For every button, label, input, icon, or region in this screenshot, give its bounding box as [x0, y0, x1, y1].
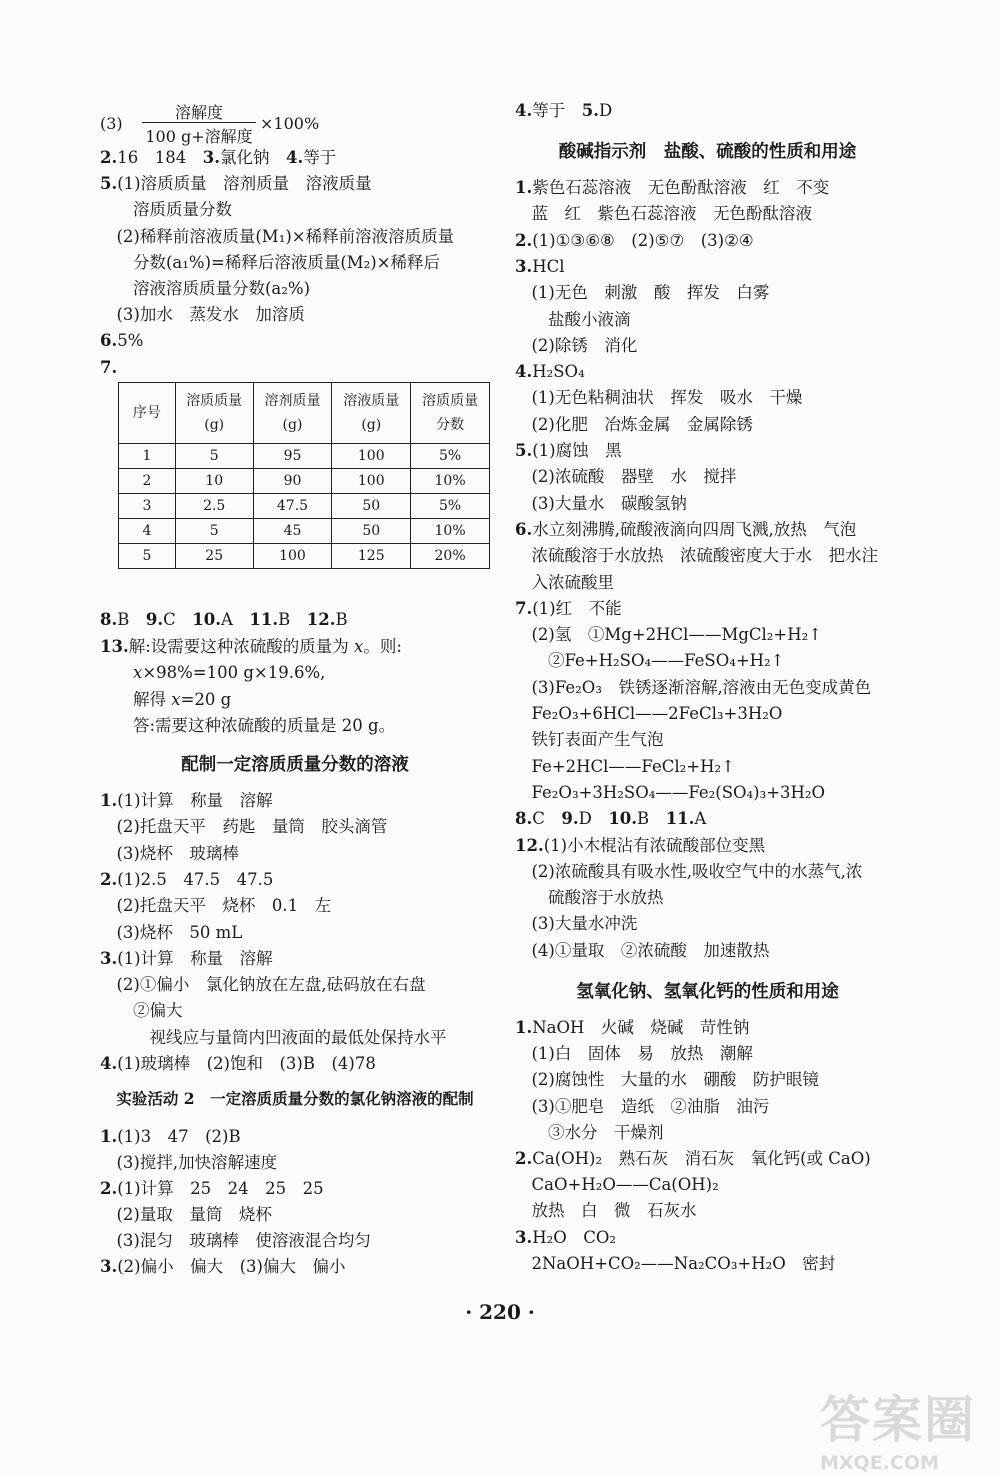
- answer-line: (4)①量取 ②浓硫酸 加速散热: [515, 940, 770, 960]
- answer-line: (2)量取 量筒 烧杯: [100, 1205, 272, 1224]
- table-cell: 90: [253, 469, 332, 494]
- table-cell: 95: [253, 444, 332, 469]
- answer-line: 2.(1)①③⑥⑧ (2)⑤⑦ (3)②④: [515, 230, 754, 250]
- answer-line: (2)化肥 冶炼金属 金属除锈: [515, 414, 753, 434]
- answer-line: 蓝 红 紫色石蕊溶液 无色酚酞溶液: [515, 204, 812, 224]
- table-cell: 2: [119, 469, 176, 494]
- answer-line: (3)大量水冲洗: [515, 914, 638, 934]
- answer-line: (1)白 固体 易 放热 潮解: [515, 1044, 753, 1064]
- answer-line: ③水分 干燥剂: [515, 1122, 664, 1142]
- answer-line: ②偏大: [100, 1001, 183, 1021]
- section-title-acids: 酸碱指示剂 盐酸、硫酸的性质和用途: [558, 142, 857, 162]
- answer-line: 8.B 9.C 10.A 11.B 12.B: [100, 610, 348, 629]
- answer-line: 8.C 9.D 10.B 11.A: [515, 809, 707, 829]
- answer-line: 1.(1)3 47 (2)B: [100, 1127, 241, 1146]
- table-cell: 5: [175, 519, 253, 544]
- table-cell: 4: [119, 519, 176, 544]
- answer-line: CaO+H₂O——Ca(OH)₂: [515, 1175, 719, 1195]
- table-cell: 10%: [411, 519, 490, 544]
- solution-table: [118, 382, 490, 569]
- answer-line: 2.(1)2.5 47.5 47.5: [100, 869, 274, 889]
- answer-line: (2)浓硫酸具有吸水性,吸收空气中的水蒸气,浓: [515, 861, 863, 881]
- page-number: · 220 ·: [465, 1300, 535, 1324]
- answer-line: 6.5%: [100, 331, 144, 351]
- answer-line: 7.(1)红 不能: [515, 598, 622, 618]
- answer-line: (2)浓硫酸 器壁 水 搅拌: [515, 467, 737, 487]
- section-title-bases: 氢氧化钠、氢氧化钙的性质和用途: [576, 982, 839, 1002]
- table-cell: 5: [175, 444, 253, 469]
- table-cell: 125: [332, 544, 411, 569]
- answer-line: 2.Ca(OH)₂ 熟石灰 消石灰 氧化钙(或 CaO): [515, 1149, 871, 1168]
- answer-line: Fe₂O₃+3H₂SO₄——Fe₂(SO₄)₃+3H₂O: [515, 782, 826, 802]
- section-title-experiment: 实验活动 2 一定溶质质量分数的氯化钠溶液的配制: [116, 1089, 474, 1108]
- answer-line: (3)大量水 碳酸氢钠: [515, 493, 687, 513]
- table-row: [119, 469, 490, 494]
- answer-line: (3)混匀 玻璃棒 使溶液混合均匀: [100, 1231, 371, 1250]
- answer-line: 解得 x=20 g: [100, 689, 232, 709]
- answer-line: (2)氢 ①Mg+2HCl——MgCl₂+H₂↑: [515, 625, 823, 645]
- section-title-solution-prep: 配制一定溶质质量分数的溶液: [181, 755, 409, 775]
- table-cell: 47.5: [253, 494, 332, 519]
- answer-line: 铁钉表面产生气泡: [515, 730, 664, 750]
- answer-line: 2.16 184 3.氯化钠 4.等于: [100, 148, 337, 167]
- answer-line: 5.(1)腐蚀 黑: [515, 441, 622, 460]
- answer-line: 2.(1)计算 25 24 25 25: [100, 1179, 324, 1198]
- answer-line: 4.(1)玻璃棒 (2)饱和 (3)B (4)78: [100, 1054, 376, 1073]
- table-cell: 100: [332, 444, 411, 469]
- table-cell: 5%: [411, 494, 490, 519]
- table-header-cell: 溶剂质量 (g): [253, 383, 332, 444]
- table-row: [119, 494, 490, 519]
- answer-line: (2)托盘天平 药匙 量筒 胶头滴管: [100, 817, 388, 837]
- table-cell: 10: [175, 469, 253, 494]
- answer-line: (3)搅拌,加快溶解速度: [100, 1153, 278, 1172]
- answer-line: (1)无色 刺激 酸 挥发 白雾: [515, 283, 770, 303]
- answer-line: (2)①偏小 氯化钠放在左盘,砝码放在右盘: [100, 975, 426, 995]
- table-cell: 100: [253, 544, 332, 569]
- table-header-cell: 溶质质量 分数: [411, 383, 490, 444]
- answer-line: (1)无色粘稠油状 挥发 吸水 干燥: [515, 388, 803, 408]
- answer-line: Fe₂O₃+6HCl——2FeCl₃+3H₂O: [515, 704, 783, 723]
- answer-line: 6.水立刻沸腾,硫酸液滴向四周飞溅,放热 气泡: [515, 519, 857, 539]
- answer-line: ②Fe+H₂SO₄——FeSO₄+H₂↑: [515, 651, 785, 671]
- answer-line: 7.: [100, 357, 118, 377]
- table-cell: 2.5: [175, 494, 253, 519]
- answer-line: (3)烧杯 玻璃棒: [100, 843, 239, 863]
- answer-line: 答:需要这种浓硫酸的质量是 20 g。: [100, 716, 396, 735]
- fraction-bar: [142, 122, 256, 123]
- table-cell: 100: [332, 469, 411, 494]
- answer-line: (3)加水 蒸发水 加溶质: [100, 305, 305, 325]
- table-cell: 20%: [411, 544, 490, 569]
- answer-line: (2)稀释前溶液质量(M₁)×稀释前溶液溶质质量: [100, 226, 455, 246]
- watermark-url: MXQE.COM: [820, 1452, 939, 1474]
- answer-line: 3.(2)偏小 偏大 (3)偏大 偏小: [100, 1257, 346, 1276]
- answer-line: (3)①肥皂 造纸 ②油脂 油污: [515, 1096, 770, 1116]
- table-cell: 3: [119, 494, 176, 519]
- answer-line: 3.H₂O CO₂: [515, 1227, 617, 1247]
- fraction-label: (3): [100, 114, 123, 133]
- table-cell: 5: [119, 544, 176, 569]
- answer-line: 4.H₂SO₄: [515, 362, 585, 382]
- answer-line: Fe+2HCl——FeCl₂+H₂↑: [515, 756, 735, 776]
- answer-line: 1.NaOH 火碱 烧碱 苛性钠: [515, 1018, 750, 1037]
- answer-line: 硫酸溶于水放热: [515, 888, 664, 908]
- answer-line: 放热 白 微 石灰水: [515, 1201, 697, 1221]
- table-header-cell: 序号: [119, 383, 176, 444]
- table-cell: 10%: [411, 469, 490, 494]
- watermark-text: 答案圈: [820, 1390, 976, 1449]
- table-body: [119, 444, 490, 569]
- fraction-numerator: 溶解度: [174, 103, 223, 122]
- table-row: [119, 544, 490, 569]
- answer-line: 浓硫酸溶于水放热 浓硫酸密度大于水 把水注: [515, 546, 878, 566]
- answer-line: 1.(1)计算 称量 溶解: [100, 791, 273, 810]
- answer-line: 4.等于 5.D: [515, 101, 613, 120]
- answer-line: 5.(1)溶质质量 溶剂质量 溶液质量: [100, 174, 372, 194]
- watermark-logo: [820, 1380, 990, 1474]
- answer-line: 3.HCl: [515, 256, 565, 276]
- table-cell: 25: [175, 544, 253, 569]
- answer-line: 视线应与量筒内凹液面的最低处保持水平: [100, 1027, 447, 1047]
- answer-line: 溶液溶质质量分数(a₂%): [100, 279, 311, 298]
- table-header-cell: 溶质质量 (g): [175, 383, 253, 444]
- answer-line: x×98%=100 g×19.6%,: [133, 663, 326, 682]
- fraction-denominator: 100 g+溶解度: [145, 127, 253, 146]
- table-row: [119, 444, 490, 469]
- table-header-cell: 溶液质量 (g): [332, 383, 411, 444]
- answer-line: (2)腐蚀性 大量的水 硼酸 防护眼镜: [515, 1070, 819, 1090]
- answer-line: 入浓硫酸里: [515, 572, 614, 592]
- table-row: [119, 519, 490, 544]
- answer-line: 分数(a₁%)=稀释后溶液质量(M₂)×稀释后: [100, 252, 441, 272]
- answer-line: 13.解:设需要这种浓硫酸的质量为 x。则:: [100, 636, 402, 656]
- table-cell: 45: [253, 519, 332, 544]
- answer-line: (2)托盘天平 烧杯 0.1 左: [100, 896, 332, 916]
- answer-line: 2NaOH+CO₂——Na₂CO₃+H₂O 密封: [515, 1253, 836, 1273]
- answer-line: (3)烧杯 50 mL: [100, 922, 243, 942]
- table-header-row: [119, 383, 490, 444]
- answer-line: 12.(1)小木棍沾有浓硫酸部位变黑: [515, 835, 766, 855]
- fraction-tail: ×100%: [260, 114, 320, 133]
- answer-line: 3.(1)计算 称量 溶解: [100, 948, 273, 968]
- table-cell: 50: [332, 519, 411, 544]
- table-cell: 5%: [411, 444, 490, 469]
- answer-line: 1.紫色石蕊溶液 无色酚酞溶液 红 不变: [515, 178, 830, 197]
- table-cell: 50: [332, 494, 411, 519]
- answer-line: 溶质质量分数: [100, 200, 232, 220]
- answer-line: (2)除锈 消化: [515, 335, 638, 355]
- answer-line: 盐酸小液滴: [515, 309, 631, 329]
- answer-line: (3)Fe₂O₃ 铁锈逐渐溶解,溶液由无色变成黄色: [515, 677, 872, 697]
- table-cell: 1: [119, 444, 176, 469]
